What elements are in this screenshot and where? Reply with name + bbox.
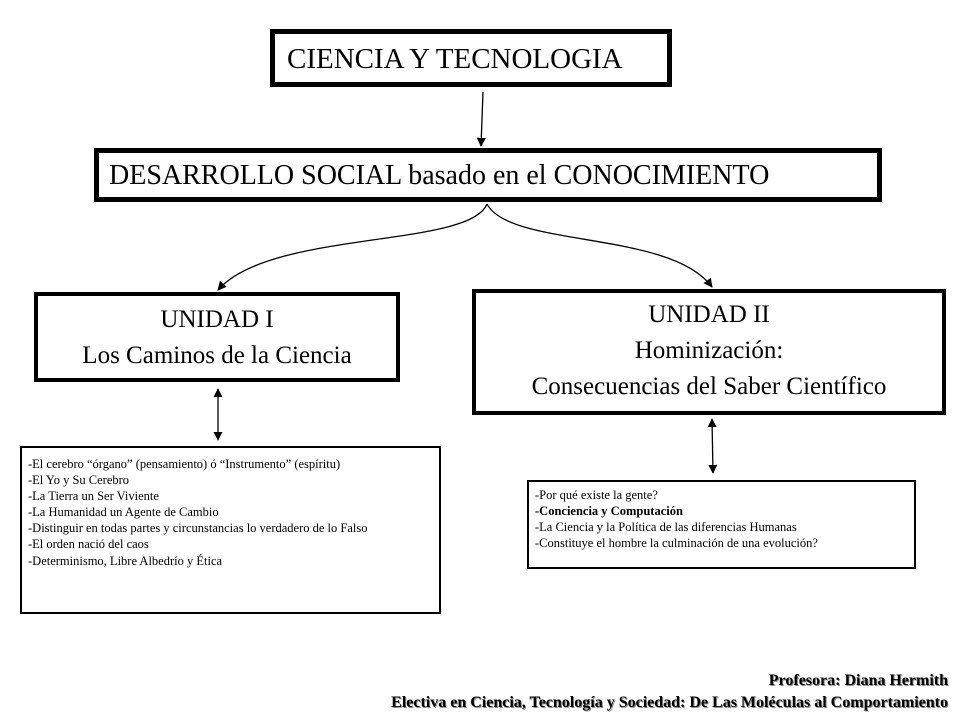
list-item: -La Tierra un Ser Viviente	[28, 489, 159, 504]
title-box	[270, 29, 672, 87]
unit1-topics-list	[20, 446, 441, 614]
unit2-box	[472, 289, 946, 415]
arrow-unit2-to-list	[712, 419, 713, 473]
unit2-topics-list	[527, 480, 916, 569]
course-name: Electiva en Ciencia, Tecnología y Sociedad: De Las Moléculas al Comportamiento	[391, 694, 948, 711]
teacher-name: Profesora: Diana Hermith	[768, 672, 948, 689]
arrow-development-to-unit1	[218, 204, 487, 290]
list-item: -Determinismo, Libre Albedrío y Ética	[28, 553, 223, 568]
list-item: -La Humanidad un Agente de Cambio	[28, 505, 219, 520]
arrow-development-to-unit2	[487, 204, 712, 287]
unit2-heading: UNIDAD II	[648, 301, 770, 328]
unit2-subtitle-2: Consecuencias del Saber Científico	[531, 373, 887, 400]
unit1-heading: UNIDAD I	[160, 306, 274, 333]
list-item: -Por qué existe la gente?	[535, 488, 658, 502]
list-item: -El cerebro “órgano” (pensamiento) ó “Instrumento” (espíritu)	[28, 457, 341, 471]
list-item: -Constituye el hombre la culminación de una evolución?	[535, 536, 818, 551]
list-item: -Distinguir en todas partes y circunstancias lo verdadero de lo Falso	[28, 521, 368, 536]
arrow-title-to-development	[481, 92, 483, 146]
list-item: -El orden nació del caos	[28, 537, 149, 552]
development-box	[94, 148, 882, 202]
list-item: -La Ciencia y la Política de las diferencias Humanas	[535, 520, 797, 535]
unit2-subtitle: Hominización:	[634, 337, 784, 364]
unit1-box	[34, 292, 400, 382]
footer-credits	[391, 670, 948, 714]
list-item: -El Yo y Su Cerebro	[28, 473, 130, 488]
unit1-subtitle: Los Caminos de la Ciencia	[82, 342, 352, 369]
list-item: -Conciencia y Computación	[535, 504, 683, 519]
title-text: CIENCIA Y TECNOLOGIA	[287, 43, 623, 75]
development-text: DESARROLLO SOCIAL basado en el CONOCIMIENTO	[109, 160, 770, 191]
